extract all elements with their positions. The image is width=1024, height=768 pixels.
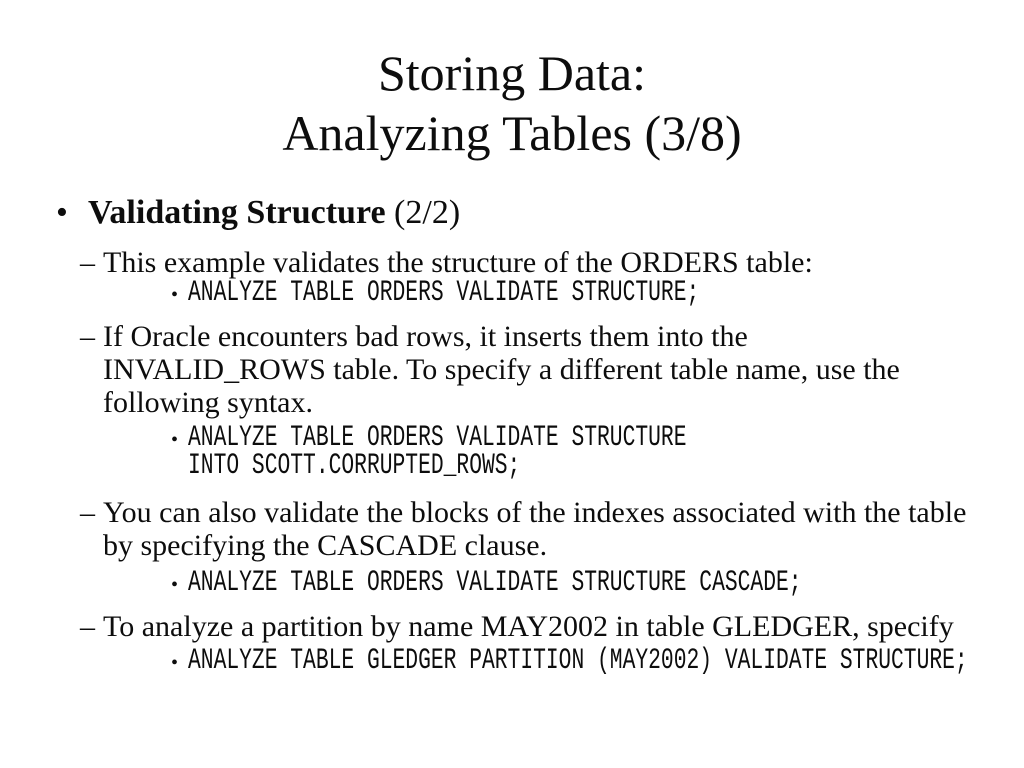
bullet-icon: • [171,574,179,596]
bullet-item-validating-structure [56,193,1004,233]
dash-item-line: If Oracle encounters bad rows, it inserts them into the [103,320,748,353]
dash-item-you-can-also [80,496,1014,562]
bullet-icon: • [171,284,179,306]
dash-item-line: You can also validate the blocks of the indexes associated with the table [103,496,967,529]
code-line: ANALYZE TABLE GLEDGER PARTITION (MAY2002) VALIDATE STRUCTURE; [188,644,968,678]
code-line: ANALYZE TABLE ORDERS VALIDATE STRUCTURE CASCADE; [188,566,802,600]
dash-item-line: INVALID_ROWS table. To specify a different table name, use the [103,353,900,386]
dash-item-this-example [80,246,1014,279]
dash-item-line: This example validates the structure of the ORDERS table: [103,246,813,279]
dash-item-line: To analyze a partition by name MAY2002 in table GLEDGER, specify [103,610,954,643]
dash-item-if-oracle [80,320,1014,419]
code-line: ANALYZE TABLE ORDERS VALIDATE STRUCTURE [188,421,687,455]
bullet-icon: • [171,429,179,451]
code-block-cascade [171,566,1024,600]
dash-icon: – [80,320,95,353]
code-block-into-corrupted-rows [171,421,1024,483]
slide-title [0,43,1024,163]
bullet-icon: • [56,194,68,231]
title-line-1: Storing Data: [377,45,647,101]
dash-icon: – [80,496,95,529]
code-block-partition [171,644,1024,678]
title-line-2: Analyzing Tables (3/8) [282,105,742,161]
code-line: INTO SCOTT.CORRUPTED_ROWS; [188,449,521,483]
dash-icon: – [80,610,95,643]
bullet-icon: • [171,652,179,674]
dash-icon: – [80,246,95,279]
dash-item-line: following syntax. [103,386,313,419]
code-block-validate-structure [171,276,1024,310]
code-line: ANALYZE TABLE ORDERS VALIDATE STRUCTURE; [188,276,700,310]
heading-suffix-text: (2/2) [385,194,461,231]
dash-item-line: by specifying the CASCADE clause. [103,529,548,562]
dash-item-to-analyze-partition [80,610,1014,643]
heading-bold-text: Validating Structure [88,194,386,231]
